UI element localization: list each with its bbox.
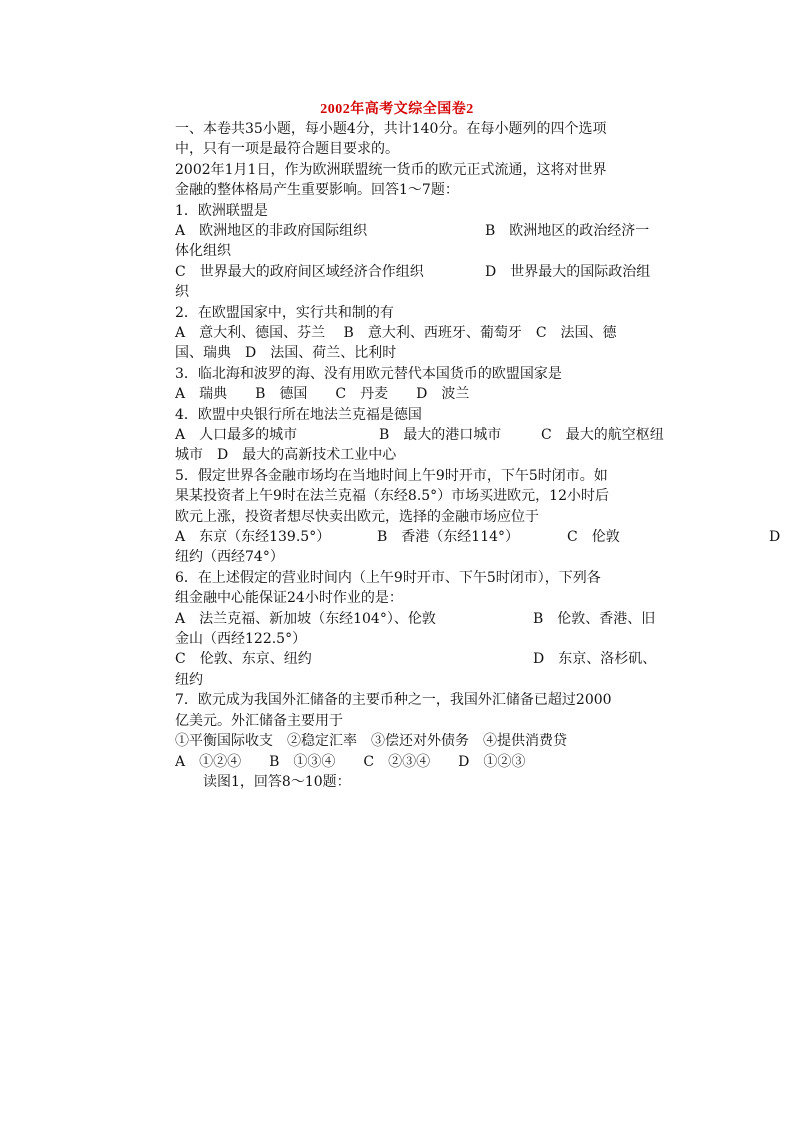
question-7-items: ①平衡国际收支 ②稳定汇率 ③偿还对外债务 ④提供消费贷: [175, 733, 567, 750]
figure-instruction: 读图1，回答8～10题：: [203, 773, 351, 790]
question-6-options: [175, 609, 685, 629]
question-5: 5．假定世界各金融市场均在当地时间上午9时开市，下午5时闭市。如: [175, 467, 608, 484]
instruction-line: 一、本卷共35小题，每小题4分，共计140分。在每小题列的四个选项: [175, 121, 607, 137]
question-2: 2．在欧盟国家中，实行共和制的有: [175, 304, 394, 321]
question-1-options: [175, 262, 685, 282]
question-3-options: A 瑞典 B 德国 C 丹麦 D 波兰: [175, 386, 470, 403]
question-3: 3．临北海和波罗的海、没有用欧元替代本国货币的欧盟国家是: [175, 365, 562, 382]
question-5-options: [175, 527, 781, 547]
option-a: A 欧洲地区的非政府国际组织: [175, 223, 368, 240]
option-c: C 世界最大的政府间区域经济合作组织: [175, 263, 424, 280]
option-c: C 最大的航空枢纽: [541, 427, 664, 444]
question-7-options: A ①②④ B ①③④ C ②③④ D ①②③: [175, 753, 526, 770]
option-d: D: [769, 529, 781, 546]
option-c: C 伦敦: [567, 529, 620, 546]
instruction-line: 中，只有一项是最符合题目要求的。: [175, 141, 399, 158]
question-2-options: 国、瑞典 D 法国、荷兰、比利时: [175, 345, 397, 362]
option-b: B 伦敦、香港、旧: [533, 610, 656, 627]
question-4: 4．欧盟中央银行所在地法兰克福是德国: [175, 406, 422, 423]
question-1: 1．欧洲联盟是: [175, 202, 268, 219]
option-a: A 东京（东经139.5°）: [175, 529, 331, 546]
question-5: 果某投资者上午9时在法兰克福（东经8.5°）市场买进欧元，12小时后: [175, 488, 609, 505]
option-b-continued: 金山（西经122.5°）: [175, 631, 307, 648]
question-7: 亿美元。外汇储备主要用于: [175, 712, 343, 729]
option-d-continued: 织: [175, 284, 189, 301]
page-title: 2002年高考文综全国卷2: [320, 102, 474, 117]
question-4-options: [175, 425, 685, 445]
option-d: D 东京、洛杉矶、: [533, 651, 657, 668]
option-d-continued: 纽约: [175, 671, 203, 688]
document-body: [175, 119, 781, 792]
option-b: B 欧洲地区的政治经济一: [485, 223, 650, 240]
passage-line: 金融的整体格局产生重要影响。回答1～7题：: [175, 182, 459, 199]
question-1-options: [175, 221, 685, 241]
option-b: B 香港（东经114°）: [377, 529, 520, 546]
question-4-options: 城市 D 最大的高新技术工业中心: [175, 447, 397, 464]
option-a: A 人口最多的城市: [175, 427, 298, 444]
option-a: A 法兰克福、新加坡（东经104°）、伦敦: [175, 610, 436, 627]
question-6-options: [175, 649, 685, 669]
option-d: D 世界最大的国际政治组: [485, 263, 651, 280]
question-2-options: A 意大利、德国、芬兰 B 意大利、西班牙、葡萄牙 C 法国、德: [175, 325, 617, 342]
question-7: 7．欧元成为我国外汇储备的主要币种之一，我国外汇储备已超过2000: [175, 692, 612, 709]
passage-line: 2002年1月1日，作为欧洲联盟统一货币的欧元正式流通，这将对世界: [175, 161, 607, 178]
question-6: 组金融中心能保证24小时作业的是：: [175, 590, 403, 607]
option-d-continued: 纽约（西经74°）: [175, 549, 284, 566]
question-5: 欧元上涨，投资者想尽快卖出欧元，选择的金融市场应位于: [175, 508, 539, 525]
option-b-continued: 体化组织: [175, 243, 231, 260]
option-b: B 最大的港口城市: [379, 427, 502, 444]
option-c: C 伦敦、东京、纽约: [175, 651, 312, 668]
question-6: 6．在上述假定的营业时间内（上午9时开市、下午5时闭市），下列各: [175, 569, 601, 586]
